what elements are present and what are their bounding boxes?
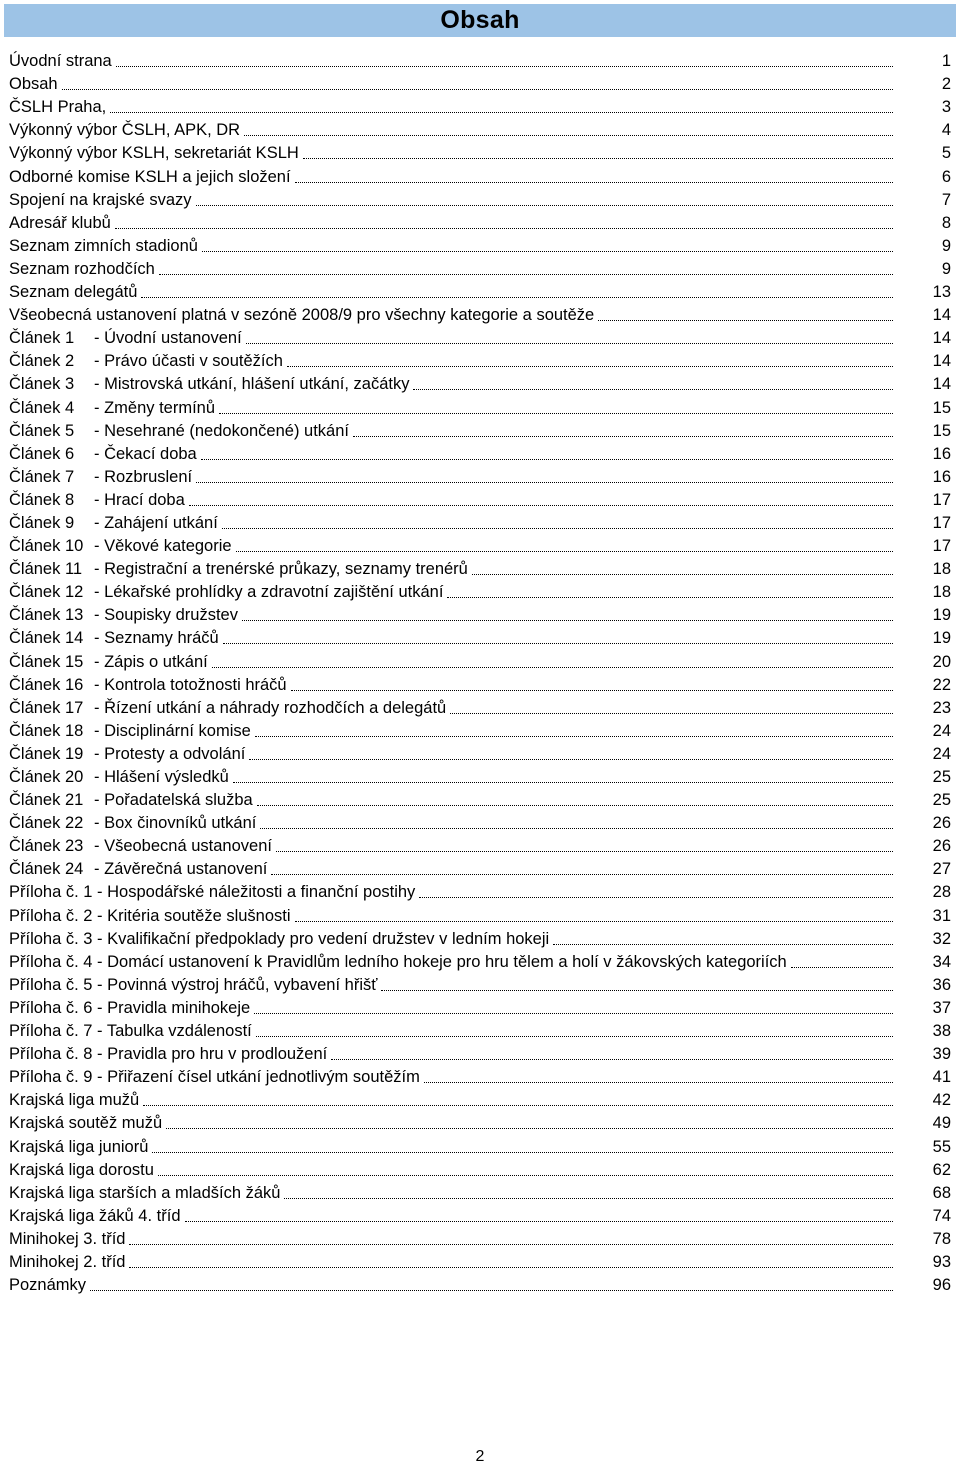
toc-page-number: 18 bbox=[932, 560, 951, 579]
toc-page-number: 62 bbox=[932, 1160, 951, 1179]
toc-page-number: 9 bbox=[941, 236, 951, 255]
dot-leader bbox=[331, 1058, 893, 1060]
toc-page-number: 24 bbox=[932, 721, 951, 740]
toc-page-number: 25 bbox=[932, 768, 951, 786]
toc-page-number: 74 bbox=[932, 1206, 951, 1225]
toc-article-number: Článek 12 bbox=[9, 583, 84, 602]
toc-entry-title: - Řízení utkání a náhrady rozhodčích a delegátů bbox=[94, 698, 447, 717]
toc-page-number: 39 bbox=[932, 1045, 951, 1064]
dot-leader bbox=[260, 827, 893, 829]
dot-leader bbox=[158, 1174, 893, 1176]
toc-entry-title: Krajská liga mužů bbox=[9, 1091, 140, 1110]
toc-entry-label bbox=[9, 1229, 125, 1249]
toc-entry-title: - Zápis o utkání bbox=[94, 652, 208, 671]
toc-article-number: Článek 10 bbox=[9, 537, 84, 556]
toc-entry[interactable] bbox=[9, 348, 951, 371]
dot-leader bbox=[152, 1151, 893, 1153]
dot-leader bbox=[353, 435, 893, 437]
dot-leader bbox=[166, 1127, 893, 1129]
toc-entry[interactable] bbox=[9, 256, 951, 279]
toc-page-number: 25 bbox=[932, 791, 951, 810]
dot-leader bbox=[196, 204, 893, 206]
toc-entry-title: Úvodní strana bbox=[9, 52, 112, 71]
toc-page-number: 42 bbox=[932, 1091, 951, 1110]
toc-entry-label bbox=[9, 259, 155, 279]
toc-entry-title: - Registrační a trenérské průkazy, seznamy trenérů bbox=[94, 560, 468, 579]
dot-leader bbox=[222, 527, 893, 529]
toc-entry[interactable] bbox=[9, 833, 951, 856]
toc-entry-title: Poznámky bbox=[9, 1276, 87, 1295]
toc-page-number: 14 bbox=[932, 375, 951, 394]
toc-entry-label bbox=[9, 952, 787, 972]
toc-entry[interactable] bbox=[9, 672, 951, 695]
toc-entry-label bbox=[9, 767, 229, 787]
toc-article-number: Článek 13 bbox=[9, 606, 84, 625]
toc-article-number: Článek 5 bbox=[9, 421, 75, 440]
toc-entry[interactable] bbox=[9, 1272, 951, 1295]
toc-entry-title: Krajská liga dorostu bbox=[9, 1160, 154, 1179]
toc-entry-title: ČSLH Praha, bbox=[9, 98, 107, 117]
dot-leader bbox=[244, 134, 893, 136]
dot-leader bbox=[447, 596, 893, 598]
toc-page-number: 17 bbox=[932, 490, 951, 509]
dot-leader bbox=[115, 227, 893, 229]
toc-entry[interactable] bbox=[9, 556, 951, 579]
toc-entry[interactable] bbox=[9, 487, 951, 510]
toc-entry-title: Seznam rozhodčích bbox=[9, 259, 155, 278]
toc-entry[interactable] bbox=[9, 1203, 951, 1226]
toc-page-number: 78 bbox=[932, 1229, 951, 1248]
toc-entry-title: - Závěrečná ustanovení bbox=[94, 860, 268, 879]
toc-entry-title: - Čekací doba bbox=[94, 444, 197, 463]
toc-entry-label bbox=[9, 1252, 125, 1272]
page-number: 2 bbox=[475, 1448, 485, 1465]
toc-page-number: 34 bbox=[932, 952, 951, 971]
dot-leader bbox=[116, 65, 893, 67]
toc-entry-label bbox=[9, 213, 111, 233]
title-bar bbox=[4, 4, 956, 37]
toc-page-number: 17 bbox=[932, 513, 951, 532]
toc-entry[interactable] bbox=[9, 695, 951, 718]
toc-entry-title: Všeobecná ustanovení platná v sezóně 2008/9 pro všechny kategorie a soutěže bbox=[9, 306, 595, 325]
toc-entry[interactable] bbox=[9, 741, 951, 764]
toc-entry[interactable] bbox=[9, 464, 951, 487]
toc-entry-title: - Lékařské prohlídky a zdravotní zajištění utkání bbox=[94, 583, 444, 602]
toc-page-number: 2 bbox=[941, 75, 951, 94]
toc-page-number: 38 bbox=[932, 1022, 951, 1041]
toc-page-number: 19 bbox=[932, 606, 951, 625]
toc-article-number: Článek 21 bbox=[9, 791, 84, 810]
toc-page-number: 49 bbox=[932, 1114, 951, 1133]
toc-entry-title: Krajská soutěž mužů bbox=[9, 1114, 163, 1133]
toc-page-number: 16 bbox=[932, 467, 951, 486]
dot-leader bbox=[249, 758, 893, 760]
table-of-contents bbox=[9, 48, 951, 1295]
toc-page-number: 7 bbox=[941, 190, 951, 209]
toc-entry[interactable] bbox=[9, 94, 951, 117]
dot-leader bbox=[242, 619, 893, 621]
toc-page-number: 22 bbox=[932, 675, 951, 694]
toc-entry-label bbox=[9, 675, 287, 695]
toc-entry-label bbox=[9, 120, 240, 140]
toc-article-number: Článek 19 bbox=[9, 744, 84, 763]
toc-entry[interactable] bbox=[9, 1087, 951, 1110]
toc-entry-title: Adresář klubů bbox=[9, 213, 111, 232]
toc-entry-label bbox=[9, 351, 283, 371]
toc-entry-title: Příloha č. 5 - Povinná výstroj hráčů, vybavení hřišť bbox=[9, 975, 378, 994]
toc-entry-label bbox=[9, 190, 192, 210]
toc-entry-label bbox=[9, 1206, 181, 1226]
toc-entry-label bbox=[9, 790, 253, 810]
toc-article-number: Článek 15 bbox=[9, 652, 84, 671]
toc-page-number: 1 bbox=[941, 52, 951, 71]
page-title: Obsah bbox=[440, 6, 520, 34]
dot-leader bbox=[295, 920, 893, 922]
toc-entry-label bbox=[9, 513, 218, 533]
toc-entry[interactable] bbox=[9, 279, 951, 302]
dot-leader bbox=[256, 1035, 893, 1037]
toc-entry-label bbox=[9, 698, 446, 718]
toc-entry-label bbox=[9, 582, 443, 602]
toc-entry-label bbox=[9, 929, 549, 949]
toc-page-number: 96 bbox=[932, 1276, 951, 1295]
toc-entry[interactable] bbox=[9, 856, 951, 879]
dot-leader bbox=[276, 850, 893, 852]
toc-entry-label bbox=[9, 236, 198, 256]
toc-entry[interactable] bbox=[9, 163, 951, 186]
toc-entry-title: Příloha č. 8 - Pravidla pro hru v prodloužení bbox=[9, 1045, 328, 1064]
dot-leader bbox=[90, 1289, 893, 1291]
toc-entry[interactable] bbox=[9, 787, 951, 810]
dot-leader bbox=[233, 781, 893, 783]
toc-entry[interactable] bbox=[9, 441, 951, 464]
toc-entry-title: - Právo účasti v soutěžích bbox=[94, 352, 283, 371]
toc-page-number: 68 bbox=[932, 1183, 951, 1202]
toc-entry-label bbox=[9, 398, 215, 418]
toc-entry-label bbox=[9, 1090, 139, 1110]
dot-leader bbox=[303, 157, 893, 159]
toc-page-number: 14 bbox=[932, 329, 951, 348]
toc-entry[interactable] bbox=[9, 418, 951, 441]
toc-entry-label bbox=[9, 628, 219, 648]
toc-entry[interactable] bbox=[9, 949, 951, 972]
toc-article-number: Článek 6 bbox=[9, 444, 75, 463]
toc-page-number: 4 bbox=[941, 121, 951, 140]
toc-entry[interactable] bbox=[9, 1110, 951, 1133]
toc-entry-title: Výkonný výbor ČSLH, APK, DR bbox=[9, 121, 241, 140]
toc-entry-title: Minihokej 2. tříd bbox=[9, 1252, 126, 1271]
toc-entry[interactable] bbox=[9, 648, 951, 671]
dot-leader bbox=[291, 689, 893, 691]
toc-entry[interactable] bbox=[9, 1018, 951, 1041]
toc-page-number: 14 bbox=[932, 352, 951, 371]
toc-entry-title: Příloha č. 9 - Přiřazení čísel utkání jednotlivým soutěžím bbox=[9, 1068, 420, 1087]
toc-article-number: Článek 22 bbox=[9, 814, 84, 833]
toc-entry-label bbox=[9, 652, 208, 672]
toc-entry-title: - Rozbruslení bbox=[94, 467, 193, 486]
toc-entry-label bbox=[9, 906, 291, 926]
toc-entry[interactable] bbox=[9, 371, 951, 394]
toc-entry-title: Krajská liga žáků 4. tříd bbox=[9, 1206, 181, 1225]
toc-entry-title: Seznam delegátů bbox=[9, 283, 138, 302]
toc-entry-label bbox=[9, 836, 272, 856]
dot-leader bbox=[62, 88, 893, 90]
toc-article-number: Článek 18 bbox=[9, 721, 84, 740]
dot-leader bbox=[201, 458, 893, 460]
toc-article-number: Článek 20 bbox=[9, 768, 84, 786]
toc-entry-title: Seznam zimních stadionů bbox=[9, 236, 198, 255]
toc-entry[interactable] bbox=[9, 187, 951, 210]
toc-entry-title: Spojení na krajské svazy bbox=[9, 190, 192, 209]
dot-leader bbox=[129, 1266, 893, 1268]
toc-page-number: 3 bbox=[941, 98, 951, 117]
dot-leader bbox=[185, 1220, 894, 1222]
toc-entry-title: - Kontrola totožnosti hráčů bbox=[94, 675, 287, 694]
toc-page-number: 5 bbox=[941, 144, 951, 163]
toc-article-number: Článek 11 bbox=[9, 560, 83, 579]
toc-entry-label bbox=[9, 305, 594, 325]
toc-entry[interactable] bbox=[9, 602, 951, 625]
toc-entry-title: Příloha č. 4 - Domácí ustanovení k Pravidlům ledního hokeje pro hru tělem a holí v žákovských kategoriích bbox=[9, 952, 787, 971]
toc-page-number: 41 bbox=[932, 1068, 951, 1087]
toc-page-number: 28 bbox=[932, 883, 951, 902]
toc-entry[interactable] bbox=[9, 140, 951, 163]
toc-page-number: 36 bbox=[932, 975, 951, 994]
dot-leader bbox=[381, 989, 893, 991]
toc-entry[interactable] bbox=[9, 1041, 951, 1064]
toc-page-number: 26 bbox=[932, 814, 951, 833]
dot-leader bbox=[450, 712, 893, 714]
toc-entry-label bbox=[9, 143, 299, 163]
toc-entry-label bbox=[9, 1113, 162, 1133]
toc-entry-label bbox=[9, 813, 256, 833]
toc-page-number: 8 bbox=[941, 213, 951, 232]
dot-leader bbox=[257, 804, 893, 806]
toc-entry-title: - Box činovníků utkání bbox=[94, 814, 257, 833]
toc-entry[interactable] bbox=[9, 879, 951, 902]
toc-entry-label bbox=[9, 374, 409, 394]
toc-page-number: 55 bbox=[932, 1137, 951, 1156]
toc-page-number: 23 bbox=[932, 698, 951, 717]
toc-page-number: 14 bbox=[932, 306, 951, 325]
toc-entry-title: Odborné komise KSLH a jejich složení bbox=[9, 167, 291, 186]
toc-page-number: 20 bbox=[932, 652, 951, 671]
dot-leader bbox=[110, 111, 893, 113]
dot-leader bbox=[419, 896, 893, 898]
dot-leader bbox=[295, 181, 893, 183]
toc-entry-title: - Úvodní ustanovení bbox=[94, 329, 242, 348]
toc-article-number: Článek 7 bbox=[9, 467, 75, 486]
toc-entry-title: - Hlášení výsledků bbox=[94, 768, 229, 786]
toc-entry[interactable] bbox=[9, 510, 951, 533]
toc-entry[interactable] bbox=[9, 233, 951, 256]
dot-leader bbox=[202, 250, 893, 252]
toc-entry-title: Příloha č. 7 - Tabulka vzdáleností bbox=[9, 1022, 252, 1041]
toc-entry[interactable] bbox=[9, 764, 951, 787]
toc-entry-title: Příloha č. 1 - Hospodářské náležitosti a finanční postihy bbox=[9, 883, 416, 902]
dot-leader bbox=[189, 504, 893, 506]
toc-entry-title: - Disciplinární komise bbox=[94, 721, 251, 740]
toc-entry[interactable] bbox=[9, 394, 951, 417]
toc-entry-label bbox=[9, 998, 250, 1018]
toc-entry-label bbox=[9, 1137, 148, 1157]
toc-entry-label bbox=[9, 167, 291, 187]
toc-entry[interactable] bbox=[9, 926, 951, 949]
toc-entry-title: Příloha č. 2 - Kritéria soutěže slušnosti bbox=[9, 906, 291, 925]
dot-leader bbox=[255, 735, 893, 737]
dot-leader bbox=[159, 273, 893, 275]
toc-article-number: Článek 9 bbox=[9, 513, 75, 532]
toc-entry-title: - Nesehrané (nedokončené) utkání bbox=[94, 421, 349, 440]
toc-entry-title: Příloha č. 3 - Kvalifikační předpoklady pro vedení družstev v ledním hokeji bbox=[9, 929, 550, 948]
toc-article-number: Článek 23 bbox=[9, 837, 84, 856]
toc-entry[interactable] bbox=[9, 810, 951, 833]
dot-leader bbox=[472, 573, 893, 575]
toc-article-number: Článek 4 bbox=[9, 398, 75, 417]
dot-leader bbox=[271, 873, 893, 875]
toc-page-number: 24 bbox=[932, 744, 951, 763]
toc-page-number: 16 bbox=[932, 444, 951, 463]
dot-leader bbox=[287, 365, 893, 367]
dot-leader bbox=[129, 1243, 893, 1245]
dot-leader bbox=[143, 1104, 893, 1106]
toc-entry-title: Příloha č. 6 - Pravidla minihokeje bbox=[9, 998, 251, 1017]
toc-page-number: 19 bbox=[932, 629, 951, 648]
toc-entry-title: Obsah bbox=[9, 75, 58, 94]
toc-article-number: Článek 3 bbox=[9, 375, 75, 394]
dot-leader bbox=[196, 481, 893, 483]
toc-article-number: Článek 2 bbox=[9, 352, 75, 371]
toc-article-number: Článek 8 bbox=[9, 490, 75, 509]
toc-entry-title: - Všeobecná ustanovení bbox=[94, 837, 272, 856]
toc-entry-title: Výkonný výbor KSLH, sekretariát KSLH bbox=[9, 144, 299, 163]
toc-entry-label bbox=[9, 559, 468, 579]
dot-leader bbox=[424, 1081, 893, 1083]
toc-entry-title: Krajská liga juniorů bbox=[9, 1137, 149, 1156]
toc-page-number: 17 bbox=[932, 537, 951, 556]
toc-page-number: 15 bbox=[932, 421, 951, 440]
toc-entry-title: Krajská liga starších a mladších žáků bbox=[9, 1183, 281, 1202]
dot-leader bbox=[254, 1012, 893, 1014]
toc-page-number: 26 bbox=[932, 837, 951, 856]
toc-entry-label bbox=[9, 421, 349, 441]
toc-entry[interactable] bbox=[9, 1249, 951, 1272]
toc-entry[interactable] bbox=[9, 48, 951, 71]
dot-leader bbox=[141, 296, 893, 298]
toc-entry[interactable] bbox=[9, 71, 951, 94]
toc-entry-label bbox=[9, 444, 197, 464]
toc-article-number: Článek 16 bbox=[9, 675, 84, 694]
toc-entry[interactable] bbox=[9, 1133, 951, 1156]
toc-page-number: 15 bbox=[932, 398, 951, 417]
toc-entry-label bbox=[9, 975, 377, 995]
toc-entry[interactable] bbox=[9, 1064, 951, 1087]
toc-entry-label bbox=[9, 282, 137, 302]
toc-entry-label bbox=[9, 74, 58, 94]
toc-entry[interactable] bbox=[9, 718, 951, 741]
toc-entry-label bbox=[9, 51, 112, 71]
dot-leader bbox=[598, 319, 893, 321]
dot-leader bbox=[212, 666, 893, 668]
toc-entry-title: - Mistrovská utkání, hlášení utkání, začátky bbox=[94, 375, 410, 394]
toc-entry-label bbox=[9, 1021, 252, 1041]
dot-leader bbox=[219, 412, 893, 414]
toc-entry[interactable] bbox=[9, 579, 951, 602]
toc-entry-title: - Věkové kategorie bbox=[94, 537, 232, 556]
toc-entry-label bbox=[9, 1275, 86, 1295]
toc-page-number: 9 bbox=[941, 259, 951, 278]
toc-entry-label bbox=[9, 1044, 327, 1064]
toc-entry-label bbox=[9, 1160, 154, 1180]
toc-entry[interactable] bbox=[9, 995, 951, 1018]
toc-article-number: Článek 14 bbox=[9, 629, 84, 648]
toc-article-number: Článek 1 bbox=[9, 329, 75, 348]
toc-entry-label bbox=[9, 1067, 420, 1087]
toc-page-number: 37 bbox=[932, 998, 951, 1017]
toc-page-number: 32 bbox=[932, 929, 951, 948]
toc-article-number: Článek 24 bbox=[9, 860, 84, 879]
toc-entry[interactable] bbox=[9, 117, 951, 140]
toc-entry-label bbox=[9, 536, 232, 556]
toc-entry-title: - Protesty a odvolání bbox=[94, 744, 246, 763]
dot-leader bbox=[791, 966, 893, 968]
toc-entry[interactable] bbox=[9, 302, 951, 325]
toc-article-number: Článek 17 bbox=[9, 698, 84, 717]
toc-entry[interactable] bbox=[9, 533, 951, 556]
dot-leader bbox=[284, 1197, 893, 1199]
toc-entry-label bbox=[9, 859, 267, 879]
dot-leader bbox=[246, 342, 893, 344]
toc-entry[interactable] bbox=[9, 625, 951, 648]
toc-page-number: 13 bbox=[932, 283, 951, 302]
toc-page-number: 6 bbox=[941, 167, 951, 186]
toc-entry-label bbox=[9, 744, 245, 764]
toc-entry-title: - Hrací doba bbox=[94, 490, 185, 509]
toc-entry-label bbox=[9, 605, 238, 625]
toc-entry[interactable] bbox=[9, 902, 951, 925]
toc-entry-label bbox=[9, 882, 415, 902]
toc-entry-label bbox=[9, 490, 185, 510]
toc-entry-title: - Seznamy hráčů bbox=[94, 629, 219, 648]
toc-page-number: 27 bbox=[932, 860, 951, 879]
toc-entry-title: - Změny termínů bbox=[94, 398, 216, 417]
toc-entry[interactable] bbox=[9, 1157, 951, 1180]
toc-entry[interactable] bbox=[9, 1180, 951, 1203]
toc-entry[interactable] bbox=[9, 972, 951, 995]
toc-entry-label bbox=[9, 467, 192, 487]
toc-page-number: 93 bbox=[932, 1252, 951, 1271]
toc-entry-label bbox=[9, 328, 242, 348]
dot-leader bbox=[553, 943, 893, 945]
toc-entry-label bbox=[9, 97, 106, 117]
toc-entry-title: Minihokej 3. tříd bbox=[9, 1229, 126, 1248]
toc-entry-label bbox=[9, 1183, 280, 1203]
dot-leader bbox=[236, 550, 893, 552]
toc-entry-title: - Pořadatelská služba bbox=[94, 791, 253, 810]
toc-entry[interactable] bbox=[9, 325, 951, 348]
toc-entry-label bbox=[9, 721, 251, 741]
toc-page-number: 31 bbox=[932, 906, 951, 925]
toc-entry[interactable] bbox=[9, 1226, 951, 1249]
toc-entry-title: - Zahájení utkání bbox=[94, 513, 218, 532]
toc-page-number: 18 bbox=[932, 583, 951, 602]
dot-leader bbox=[223, 642, 893, 644]
toc-entry-title: - Soupisky družstev bbox=[94, 606, 238, 625]
dot-leader bbox=[413, 388, 893, 390]
toc-entry[interactable] bbox=[9, 210, 951, 233]
